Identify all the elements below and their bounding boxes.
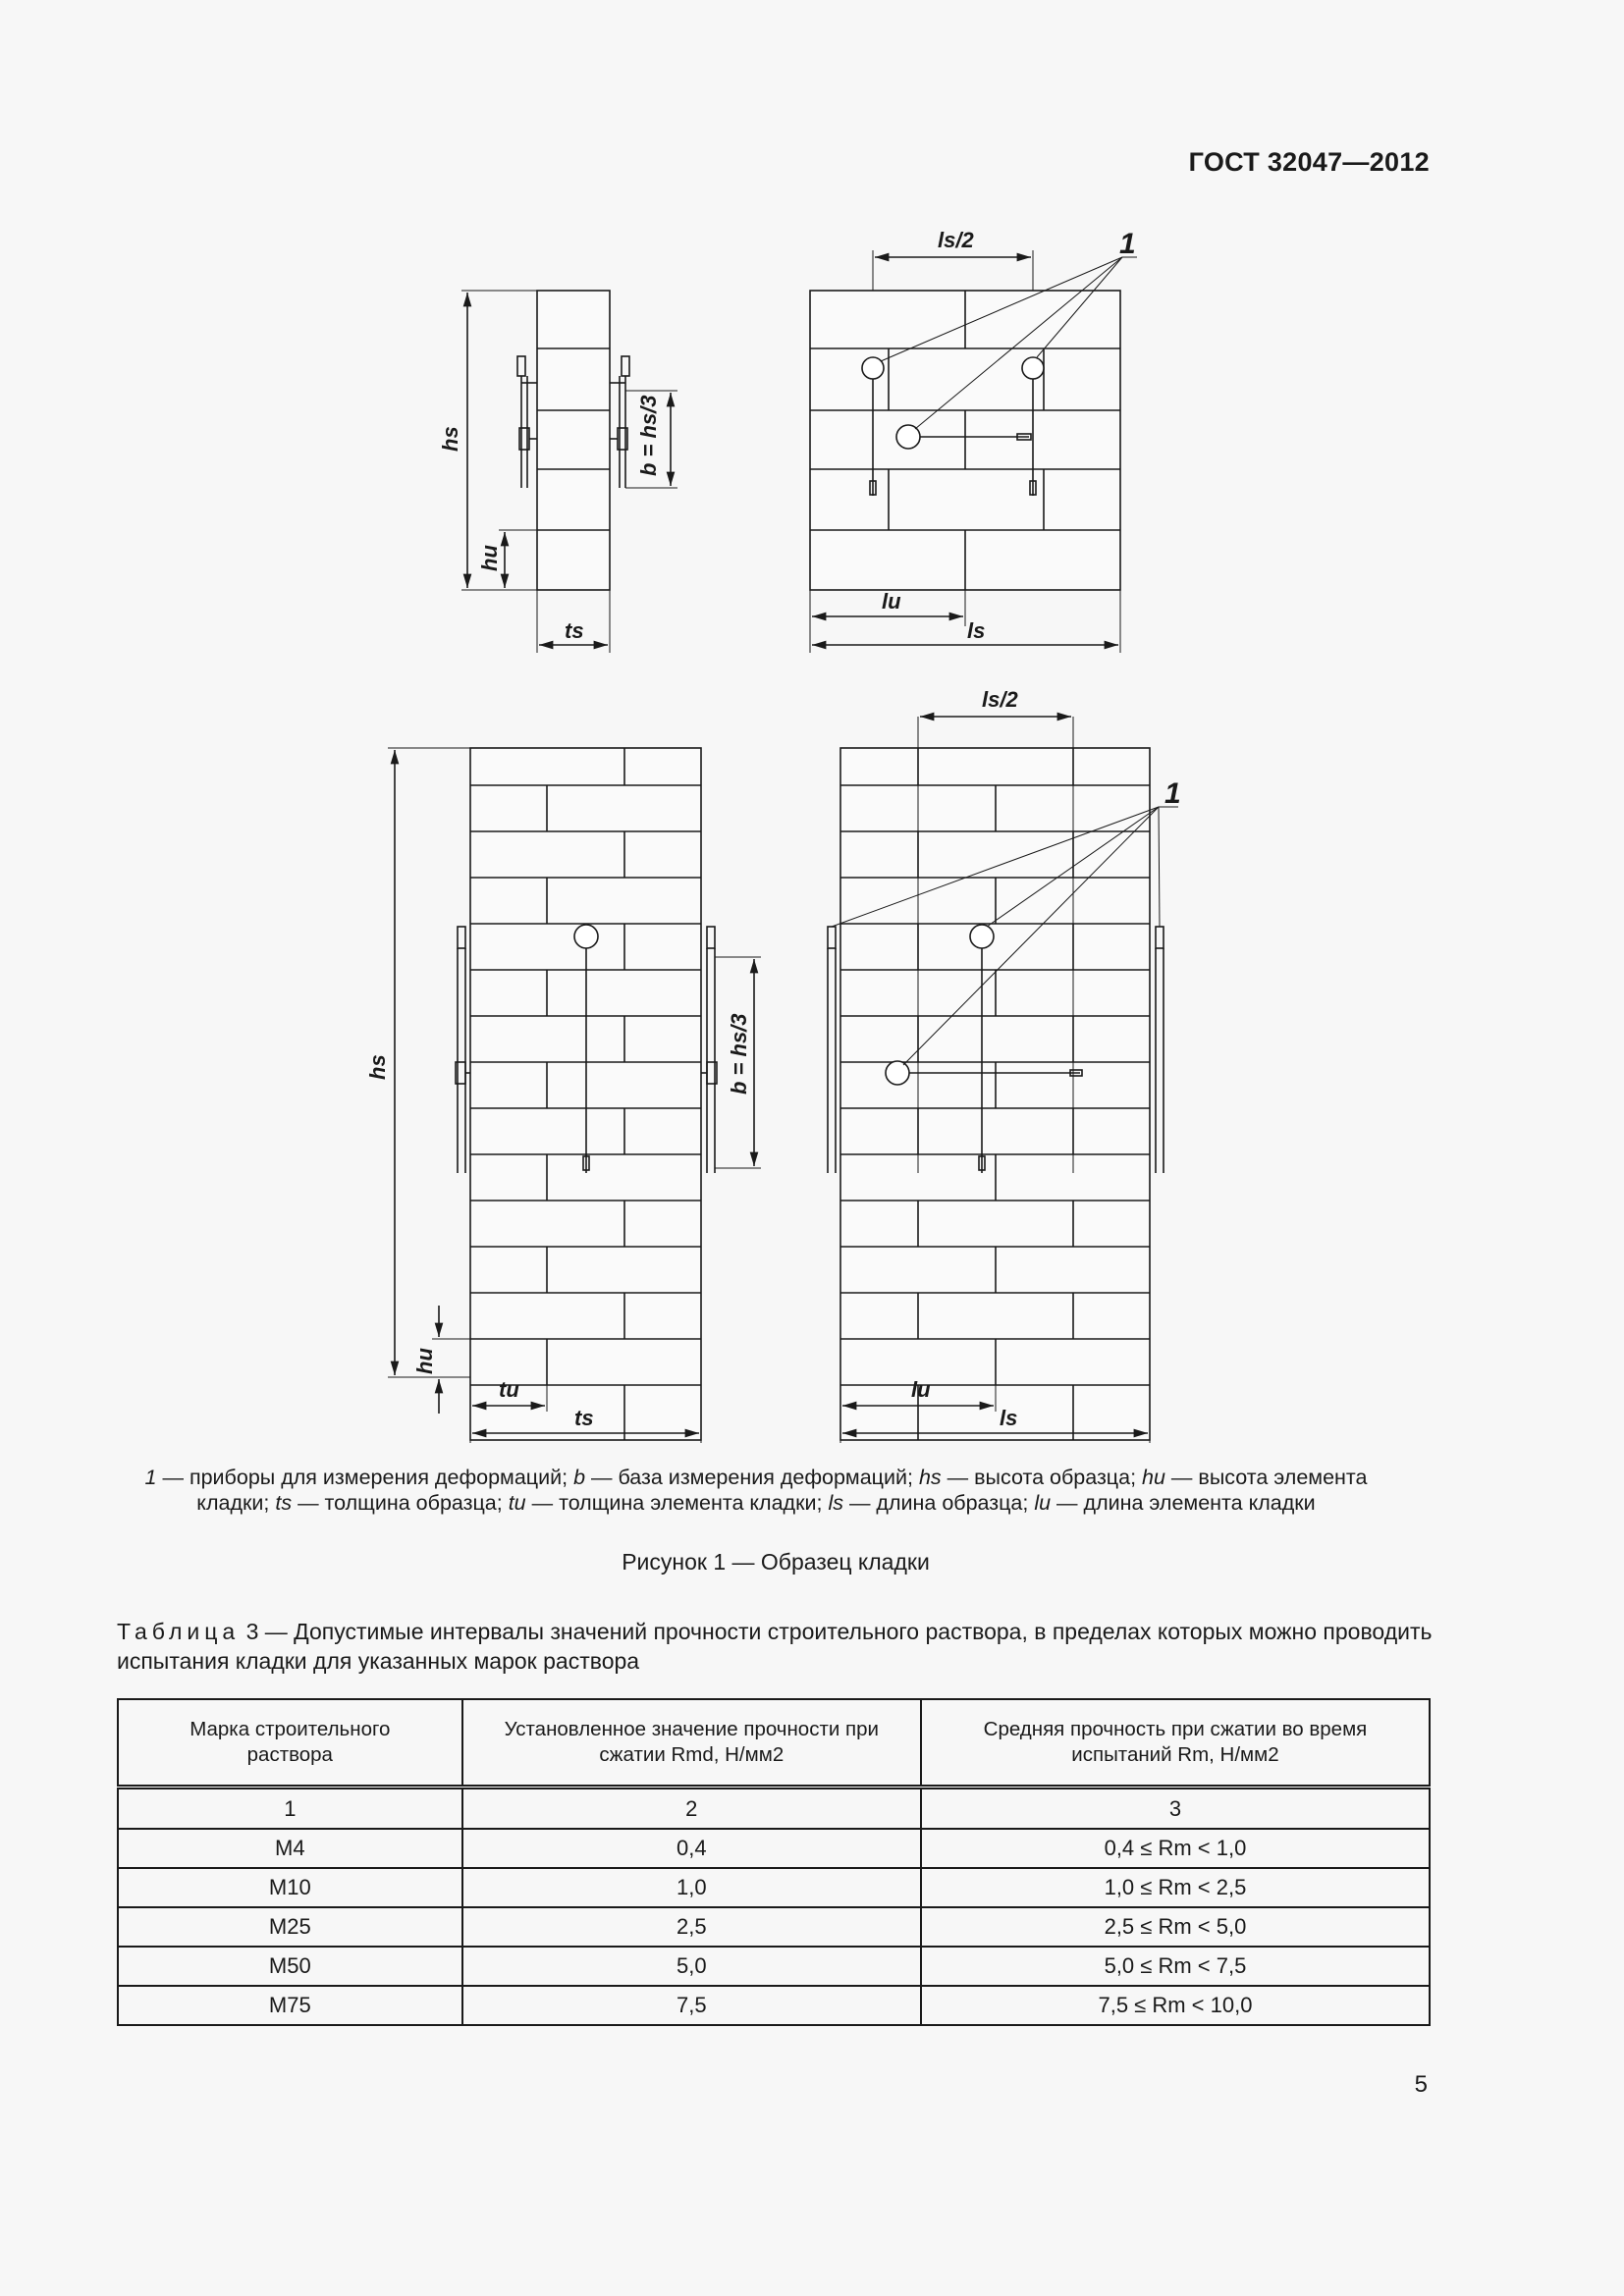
header-cell: Средняя прочность при сжатии во время испытаний Rm, Н/мм2 — [921, 1699, 1430, 1788]
label-b-bottom: b = hs/3 — [727, 1013, 751, 1095]
table-header-row — [118, 1699, 1430, 1788]
table-row — [118, 1986, 1430, 2025]
label-lu-top: lu — [882, 589, 901, 614]
table-label: Таблица — [117, 1619, 241, 1644]
col-number: 2 — [462, 1788, 921, 1830]
table-row — [118, 1947, 1430, 1986]
table-caption — [117, 1617, 1442, 1676]
label-ls-half-bottom: ls/2 — [982, 687, 1018, 712]
mean-strength-range: 0,4 ≤ Rm < 1,0 — [921, 1829, 1430, 1868]
standard-header: ГОСТ 32047—2012 — [1188, 147, 1430, 177]
mortar-grade: М25 — [118, 1907, 462, 1947]
set-strength: 7,5 — [462, 1986, 921, 2025]
mean-strength-range: 1,0 ≤ Rm < 2,5 — [921, 1868, 1430, 1907]
table-number-row — [118, 1788, 1430, 1830]
front-view-small — [810, 250, 1137, 653]
callout-1-bottom: 1 — [1164, 777, 1181, 810]
mortar-grade: М10 — [118, 1868, 462, 1907]
table-row — [118, 1829, 1430, 1868]
label-lu-bottom: lu — [911, 1377, 931, 1402]
label-hs-bottom: hs — [365, 1054, 390, 1080]
table-number: 3 — [240, 1619, 259, 1644]
label-ts-bottom: ts — [574, 1406, 594, 1430]
mean-strength-range: 5,0 ≤ Rm < 7,5 — [921, 1947, 1430, 1986]
mortar-grade: М50 — [118, 1947, 462, 1986]
table-row — [118, 1868, 1430, 1907]
table-row — [118, 1907, 1430, 1947]
label-tu-bottom: tu — [499, 1377, 519, 1402]
label-b-top: b = hs/3 — [636, 395, 661, 476]
label-ts-top: ts — [565, 618, 584, 643]
strength-table — [117, 1698, 1431, 2026]
mean-strength-range: 2,5 ≤ Rm < 5,0 — [921, 1907, 1430, 1947]
header-cell: Установленное значение прочности при сжатии Rmd, Н/мм2 — [462, 1699, 921, 1788]
page-number: 5 — [1414, 2071, 1428, 2098]
label-ls-half-top: ls/2 — [938, 228, 974, 252]
header-cell: Марка строительного раствора — [118, 1699, 462, 1788]
figure-legend: 1 — приборы для измерения деформаций; b — база измерения деформаций; hs — высота образца; hu — высота элемента кладки; ts — толщина образца; tu — толщина элемента кладки; ls — длина образца; lu — длина элемента кладки — [144, 1466, 1368, 1515]
label-ls-bottom: ls — [1000, 1406, 1018, 1430]
callout-1-top: 1 — [1119, 228, 1136, 260]
set-strength: 1,0 — [462, 1868, 921, 1907]
label-hs-top: hs — [438, 426, 462, 452]
set-strength: 2,5 — [462, 1907, 921, 1947]
label-hu-bottom: hu — [412, 1348, 437, 1374]
label-hu-top: hu — [477, 545, 502, 571]
mortar-grade: М4 — [118, 1829, 462, 1868]
table-title: — Допустимые интервалы значений прочности строительного раствора, в пределах которых можно проводить испытания кладки для указанных марок раствора — [117, 1619, 1433, 1674]
set-strength: 5,0 — [462, 1947, 921, 1986]
mortar-grade: М75 — [118, 1986, 462, 2025]
set-strength: 0,4 — [462, 1829, 921, 1868]
front-view-large-right — [828, 717, 1178, 1443]
mean-strength-range: 7,5 ≤ Rm < 10,0 — [921, 1986, 1430, 2025]
col-number: 1 — [118, 1788, 462, 1830]
label-ls-top: ls — [967, 618, 986, 643]
front-view-large-left — [388, 748, 761, 1443]
col-number: 3 — [921, 1788, 1430, 1830]
figure-caption: Рисунок 1 — Образец кладки — [622, 1549, 930, 1575]
